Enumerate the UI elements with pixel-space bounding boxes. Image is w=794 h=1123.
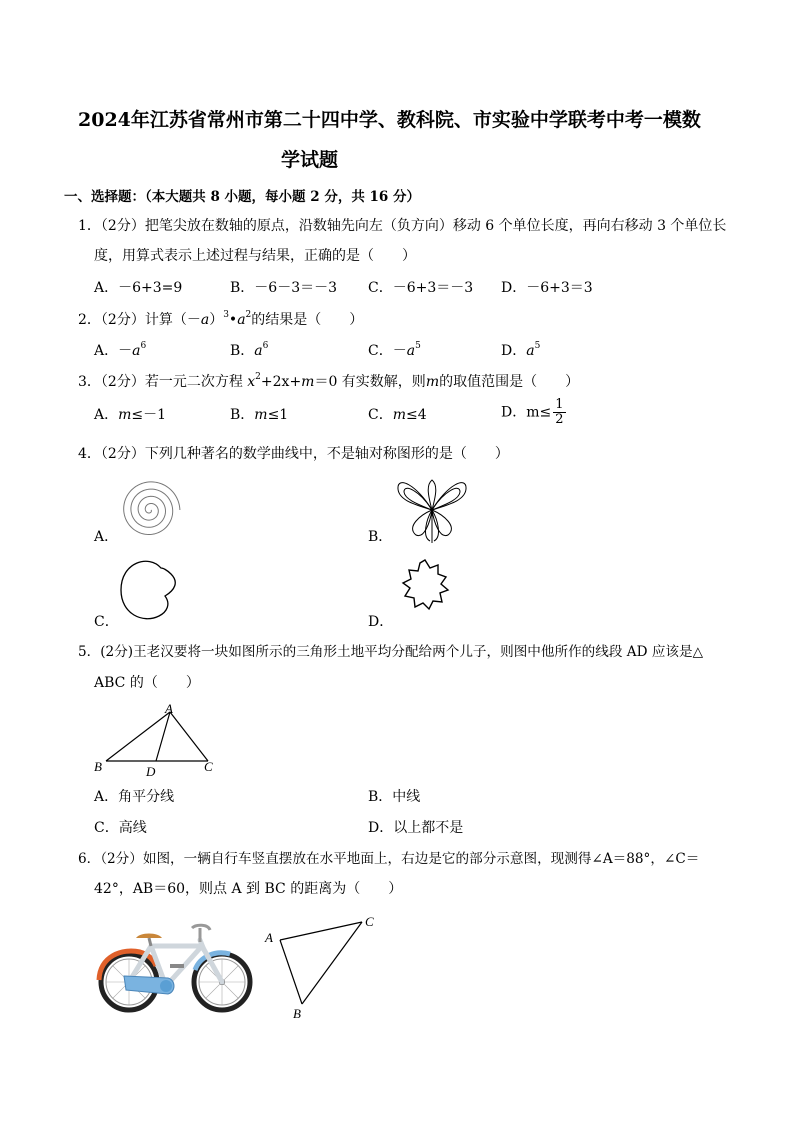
cardioid-figure xyxy=(113,556,185,628)
label-a-q6: A xyxy=(265,930,273,945)
q4-option-a: A． xyxy=(94,529,119,545)
segment-ad xyxy=(156,712,170,761)
q4-option-b: B． xyxy=(368,529,393,545)
q5-option-a: A．角平分线 xyxy=(94,789,175,805)
side-ac-q6 xyxy=(280,922,362,940)
page-title-line2: 学试题 xyxy=(281,149,339,171)
question-4: 4．（2分）下列几种著名的数学曲线中，不是轴对称图形的是（ ） xyxy=(78,446,509,462)
label-c-q6: C xyxy=(365,914,374,929)
q4-option-c: C． xyxy=(94,614,119,630)
question-6-line2: 42°，AB＝60，则点 A 到 BC 的距离为（ ） xyxy=(94,881,403,897)
triangle-abc-figure xyxy=(90,700,220,780)
butterfly-curve-figure xyxy=(392,475,472,545)
q2-option-b: B．$a^6$ xyxy=(230,341,269,359)
q4-option-d: D． xyxy=(368,614,394,630)
q1-option-c: C．－6+3＝－3 xyxy=(368,280,474,296)
q3-option-a: A．m≤－1 xyxy=(94,407,167,423)
label-d: D xyxy=(146,764,156,779)
label-c: C xyxy=(204,759,213,774)
side-cb-q6 xyxy=(302,922,362,1004)
bicycle-illustration xyxy=(96,920,256,1020)
spiral-figure xyxy=(115,475,185,545)
q3-option-b: B．m≤1 xyxy=(230,407,289,423)
koch-snowflake-figure xyxy=(394,556,456,618)
q5-option-d: D．以上都不是 xyxy=(368,820,464,836)
question-1-line2: 度，用算式表示上述过程与结果，正确的是（ ） xyxy=(94,248,416,264)
question-2: 2．（2分）计算$(-a)^3•a^2$的结果是（ ） xyxy=(78,310,364,328)
q1-option-b: B．－6－3＝－3 xyxy=(230,280,338,296)
fraction-one-half: $\frac{1}{2}$ xyxy=(555,397,564,427)
q2-option-d: D．$a^5$ xyxy=(501,341,541,359)
q1-option-a: A．－6+3=9 xyxy=(94,280,183,296)
question-5-line2: ABC 的（ ） xyxy=(94,675,200,691)
q2-option-c: C．$-a^5$ xyxy=(368,341,421,359)
side-ac xyxy=(170,712,208,761)
q5-option-b: B．中线 xyxy=(368,789,421,805)
triangle-abc-q6-figure xyxy=(262,912,382,1024)
question-1-line1: 1．（2分）把笔尖放在数轴的原点，沿数轴先向左（负方向）移动 6 个单位长度，再向右移动 3 个单位长 xyxy=(78,218,727,234)
q1-option-d: D．－6+3＝3 xyxy=(501,280,593,296)
q3-option-c: C．m≤4 xyxy=(368,407,427,423)
question-3: 3．（2分）若一元二次方程 $x^2+2x+m=0$ 有实数解，则m的取值范围是（ ） xyxy=(78,372,580,390)
page-title: 2024年江苏省常州市第二十四中学、教科院、市实验中学联考中考一模数 xyxy=(78,109,701,131)
section-heading: 一、选择题：（本大题共 8 小题，每小题 2 分，共 16 分） xyxy=(64,189,421,205)
label-a: A xyxy=(165,701,173,716)
q3-option-d: D．m≤ $\frac{1}{2}$ xyxy=(501,397,564,427)
question-5-line1: 5．(2分)王老汉要将一块如图所示的三角形土地平均分配给两个儿子，则图中他所作的线段 AD 应该是△ xyxy=(78,644,704,660)
label-b-q6: B xyxy=(293,1006,301,1021)
q2-option-a: A．$-a^6$ xyxy=(94,341,147,359)
side-ab xyxy=(106,712,170,761)
side-ab-q6 xyxy=(280,940,302,1004)
question-6-line1: 6．（2分）如图，一辆自行车竖直摆放在水平地面上，右边是它的部分示意图，现测得∠A＝88°，∠C＝ xyxy=(78,851,700,867)
label-b: B xyxy=(94,759,102,774)
q5-option-c: C．高线 xyxy=(94,820,147,836)
